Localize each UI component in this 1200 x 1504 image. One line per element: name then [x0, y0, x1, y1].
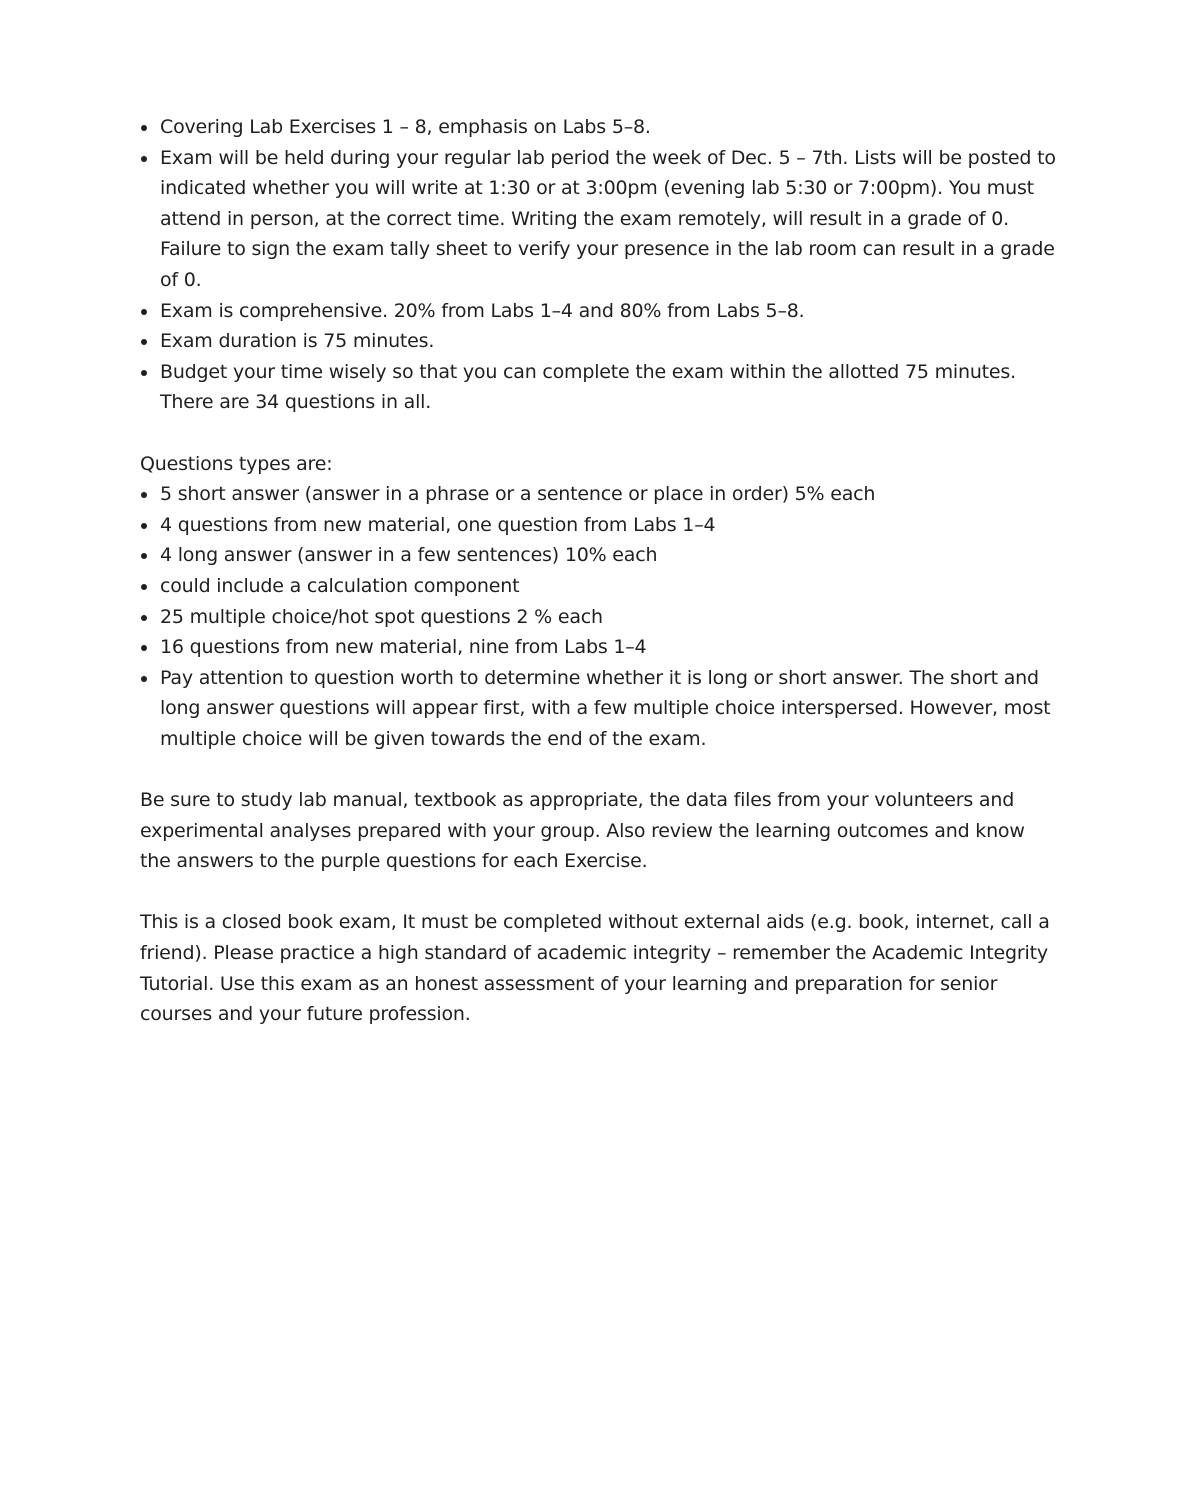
question-types-heading: Questions types are: — [140, 452, 333, 475]
list-item — [140, 663, 1060, 755]
list-item — [140, 296, 1060, 327]
integrity-paragraph: This is a closed book exam, It must be completed without external aids (e.g. book, internet, call a friend). Please practice a high standard of academic integrity – remember the Academic Integrity Tutorial. Use this exam as an honest assessment of your learning and preparation for senior courses and your future profession. — [140, 911, 1050, 1026]
list-item-text: 4 questions from new material, one question from Labs 1–4 — [160, 513, 716, 536]
list-item-text: Exam will be held during your regular lab period the week of Dec. 5 – 7th. Lists will be posted to indicated whether you will write at 1:30 or at 3:00pm (evening lab 5:30 or 7:00pm). You must attend in person, at the correct time. Writing the exam remotely, will result in a grade of 0. Failure to sign the exam tally sheet to verify your presence in the lab room can result in a grade of 0. — [160, 146, 1056, 291]
paragraph-spacer — [140, 418, 1060, 449]
list-item-text: Budget your time wisely so that you can complete the exam within the allotted 75 minutes. There are 34 questions in all. — [160, 360, 1016, 414]
question-types-list — [140, 479, 1060, 754]
list-item — [140, 326, 1060, 357]
list-item-text: Covering Lab Exercises 1 – 8, emphasis on Labs 5–8. — [160, 116, 651, 138]
list-item-text: Exam duration is 75 minutes. — [160, 330, 435, 353]
list-item — [140, 540, 1060, 571]
list-item-text: could include a calculation component — [160, 574, 520, 597]
paragraph-spacer — [140, 877, 1060, 908]
list-item-text: Exam is comprehensive. 20% from Labs 1–4 and 80% from Labs 5–8. — [160, 299, 805, 322]
list-item-text: Pay attention to question worth to determine whether it is long or short answer. The short and long answer questions will appear first, with a few multiple choice interspersed. However, most multiple choice will be given towards the end of the exam. — [160, 666, 1051, 750]
exam-info-list — [140, 112, 1060, 418]
paragraph-spacer — [140, 754, 1060, 785]
document-page — [140, 112, 1060, 1030]
list-item-text: 5 short answer (answer in a phrase or a sentence or place in order) 5% each — [160, 483, 876, 506]
list-item — [140, 571, 1060, 602]
list-item — [140, 143, 1060, 296]
list-item-text: 25 multiple choice/hot spot questions 2 % each — [160, 605, 603, 628]
list-item — [140, 479, 1060, 510]
list-item — [140, 510, 1060, 541]
list-item-text: 16 questions from new material, nine from Labs 1–4 — [160, 636, 647, 659]
list-item — [140, 357, 1060, 418]
list-item — [140, 112, 1060, 143]
list-item-text: 4 long answer (answer in a few sentences) 10% each — [160, 544, 658, 567]
list-item — [140, 602, 1060, 633]
list-item — [140, 632, 1060, 663]
study-paragraph: Be sure to study lab manual, textbook as appropriate, the data files from your volunteers and experimental analyses prepared with your group. Also review the learning outcomes and know the answers to the purple questions for each Exercise. — [140, 789, 1025, 873]
